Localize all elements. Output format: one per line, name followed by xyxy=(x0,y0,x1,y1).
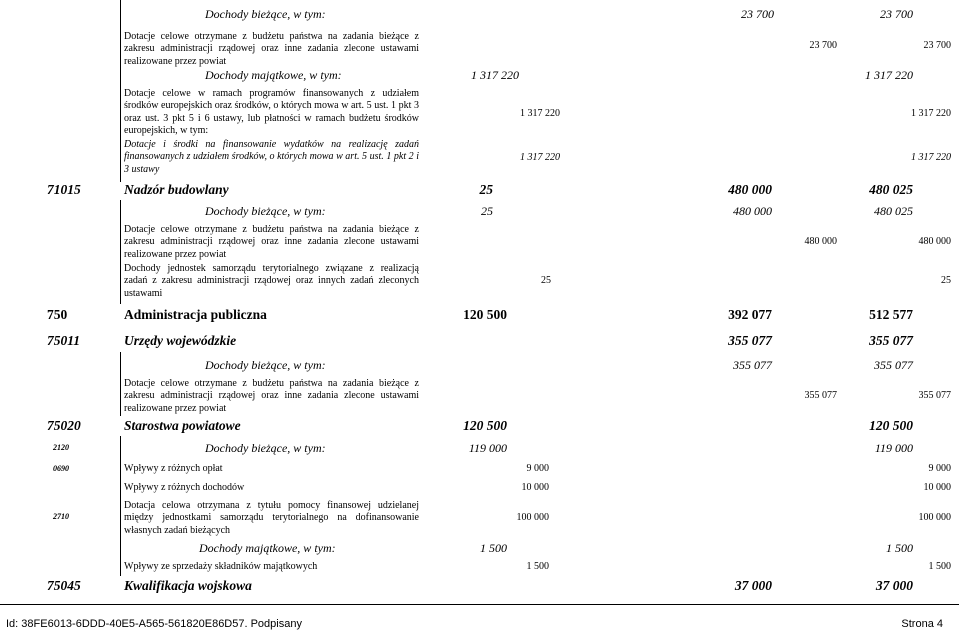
chapter-label: Kwalifikacja wojskowa xyxy=(124,578,252,593)
column-divider xyxy=(120,200,121,304)
row-value: 1 317 220 xyxy=(471,68,519,82)
row-description: Wpływy z różnych opłat xyxy=(124,463,223,474)
paragraph-code: 2120 xyxy=(53,443,69,452)
row-value: 480 000 xyxy=(728,182,772,197)
row-value: 1 500 xyxy=(526,561,549,572)
row-value: 355 077 xyxy=(869,333,913,348)
row-description: Dotacje celowe otrzymane z budżetu państwa na zadania bieżące z zakresu administracji rządowej oraz inne zadania zlecone ustawami realizowane przez powiat xyxy=(124,224,419,260)
row-description: Dotacja celowa otrzymana z tytułu pomocy finansowej udzielanej między jednostkami samorządu terytorialnego na dofinansowanie własnych zadań bieżących xyxy=(124,500,419,536)
row-value: 1 500 xyxy=(886,541,913,555)
row-value: 100 000 xyxy=(516,512,549,523)
row-description: Wpływy z różnych dochodów xyxy=(124,482,245,493)
row-value: 480 000 xyxy=(918,236,951,247)
row-description: Dochody jednostek samorządu terytorialnego związane z realizacją zadań z zakresu administracji rządowej oraz innych zadań zleconych ustawami xyxy=(124,263,419,299)
row-value: 25 xyxy=(479,182,493,197)
chapter-label: Nadzór budowlany xyxy=(124,182,229,197)
row-value: 480 025 xyxy=(869,182,913,197)
row-value: 120 500 xyxy=(463,307,507,322)
row-value: 23 700 xyxy=(741,7,774,21)
column-divider xyxy=(120,436,121,576)
row-value: 512 577 xyxy=(869,307,913,322)
row-description: Dotacje celowe w ramach programów finansowanych z udziałem środków europejskich oraz środków, o których mowa w art. 5 ust. 1 pkt 3 oraz ust. 3 pkt 5 i 6 ustawy, lub płatności w ramach budżetu środków europejskich, w tym: xyxy=(124,88,419,137)
row-value: 355 077 xyxy=(804,390,837,401)
row-value: 120 500 xyxy=(869,418,913,433)
row-value: 480 025 xyxy=(874,204,913,218)
chapter-code: 75011 xyxy=(47,333,81,348)
row-description: Dotacje celowe otrzymane z budżetu państwa na zadania bieżące z zakresu administracji rządowej oraz inne zadania zlecone ustawami realizowane przez powiat xyxy=(124,31,419,67)
row-value: 480 000 xyxy=(733,204,772,218)
row-value: 10 000 xyxy=(521,482,549,493)
row-value: 1 317 220 xyxy=(520,108,560,119)
row-label: Dochody bieżące, w tym: xyxy=(205,441,326,455)
row-value: 100 000 xyxy=(918,512,951,523)
row-value: 25 xyxy=(541,275,551,286)
row-value: 9 000 xyxy=(526,463,549,474)
row-value: 23 700 xyxy=(880,7,913,21)
chapter-code: 71015 xyxy=(47,182,81,197)
row-value: 10 000 xyxy=(923,482,951,493)
row-value: 1 317 220 xyxy=(911,108,951,119)
row-label: Dochody bieżące, w tym: xyxy=(205,7,326,21)
row-value: 23 700 xyxy=(923,40,951,51)
page-footer xyxy=(0,608,959,634)
row-label: Dochody bieżące, w tym: xyxy=(205,204,326,218)
row-label: Dochody bieżące, w tym: xyxy=(205,358,326,372)
row-value: 119 000 xyxy=(874,441,913,455)
row-value: 23 700 xyxy=(809,40,837,51)
row-description: Dotacje celowe otrzymane z budżetu państwa na zadania bieżące z zakresu administracji rządowej oraz inne zadania zlecone ustawami realizowane przez powiat xyxy=(124,378,419,414)
row-value: 1 317 220 xyxy=(911,152,951,163)
chapter-code: 75045 xyxy=(47,578,81,593)
document-id: Id: 38FE6013-6DDD-40E5-A565-561820E86D57. Podpisany xyxy=(6,618,302,630)
row-value: 37 000 xyxy=(734,578,772,593)
row-value: 9 000 xyxy=(928,463,951,474)
row-value: 355 077 xyxy=(918,390,951,401)
paragraph-code: 0690 xyxy=(53,464,69,473)
row-value: 355 077 xyxy=(733,358,772,372)
row-value: 1 317 220 xyxy=(520,152,560,163)
section-label: Administracja publiczna xyxy=(124,307,267,322)
row-description: Wpływy ze sprzedaży składników majątkowych xyxy=(124,561,318,572)
row-value: 120 500 xyxy=(463,418,507,433)
row-value: 37 000 xyxy=(875,578,913,593)
row-label: Dochody majątkowe, w tym: xyxy=(199,541,336,555)
column-divider xyxy=(120,0,121,26)
row-value: 119 000 xyxy=(468,441,507,455)
footer-divider xyxy=(0,604,959,605)
row-value: 25 xyxy=(481,204,493,218)
row-value: 25 xyxy=(941,275,951,286)
row-value: 355 077 xyxy=(874,358,913,372)
row-value: 480 000 xyxy=(804,236,837,247)
row-description: Dotacje i środki na finansowanie wydatków na realizację zadań finansowanych z udziałem środków, o których mowa w art. 5 ust. 1 pkt 2 i 3 ustawy xyxy=(124,139,419,175)
section-code: 750 xyxy=(47,307,68,322)
page-number: Strona 4 xyxy=(901,618,943,630)
chapter-label: Starostwa powiatowe xyxy=(124,418,241,433)
paragraph-code: 2710 xyxy=(53,512,69,521)
row-value: 392 077 xyxy=(728,307,772,322)
column-divider xyxy=(120,26,121,182)
chapter-code: 75020 xyxy=(47,418,81,433)
row-value: 355 077 xyxy=(728,333,772,348)
chapter-label: Urzędy wojewódzkie xyxy=(124,333,237,348)
row-value: 1 317 220 xyxy=(865,68,913,82)
row-value: 1 500 xyxy=(928,561,951,572)
column-divider xyxy=(120,352,121,416)
row-value: 1 500 xyxy=(480,541,507,555)
row-label: Dochody majątkowe, w tym: xyxy=(205,68,342,82)
